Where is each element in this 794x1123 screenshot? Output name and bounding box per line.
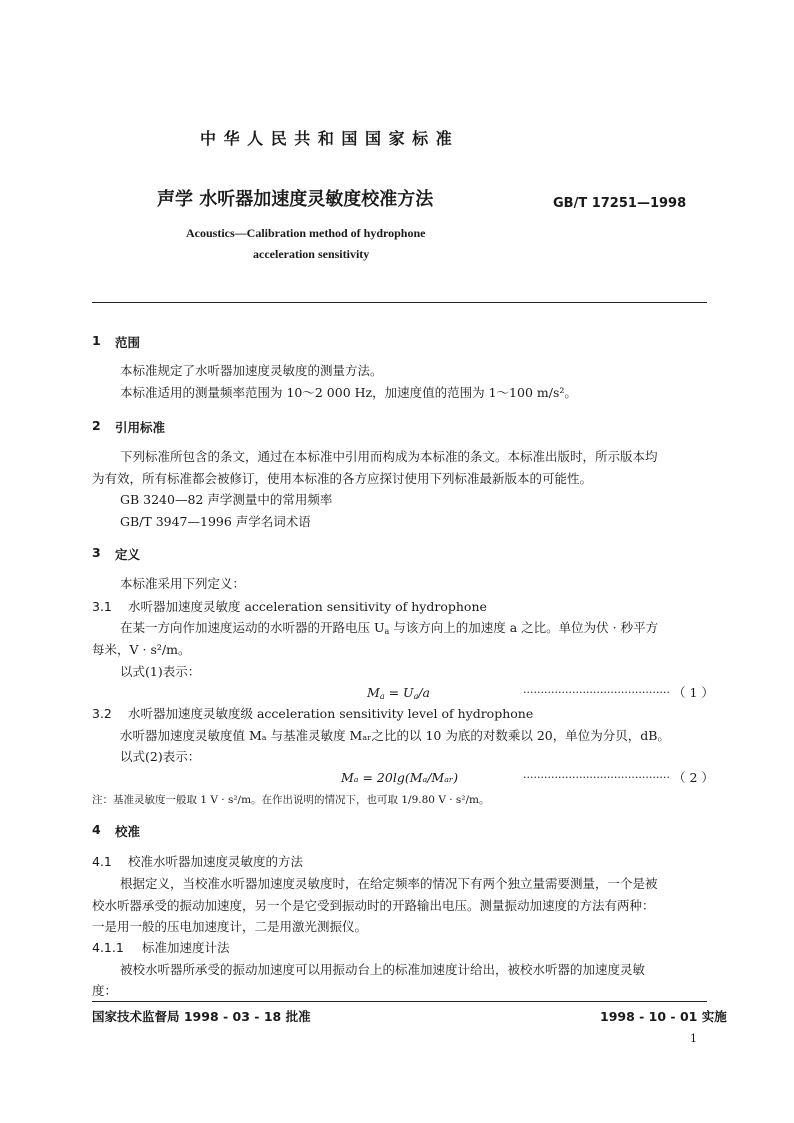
equation-2-intro: 以式(2)表示：	[120, 749, 201, 764]
section-1-paragraph-2: 本标准适用的测量频率范围为 10～2 000 Hz，加速度值的范围为 1～100 m/s²。	[120, 385, 577, 400]
subsection-4-1-title: 校准水听器加速度灵敏度的方法	[128, 854, 304, 869]
footer-divider	[92, 1001, 707, 1002]
equation-1-intro: 以式(1)表示：	[120, 664, 201, 679]
equation-1-lhs-sub: a	[379, 692, 385, 701]
section-2-number: 2	[92, 418, 101, 433]
subsection-4-1-1-text-line-2: 度：	[92, 983, 118, 998]
equation-1-leader: ··········································	[523, 686, 670, 699]
section-4-title: 校准	[115, 824, 141, 839]
definition-3-2-title: 水听器加速度灵敏度级 acceleration sensitivity level of hydrophone	[128, 706, 534, 721]
approval-date: 国家技术监督局 1998 - 03 - 18 批准	[92, 1009, 311, 1024]
equation-1-number: （ 1 ）	[673, 685, 714, 700]
document-title-zh: 声学 水听器加速度灵敏度校准方法	[157, 189, 434, 210]
section-1-number: 1	[92, 333, 101, 348]
subsection-4-1-number: 4.1	[92, 854, 112, 869]
document-title-en-line2: acceleration sensitivity	[253, 247, 370, 261]
standard-number: GB/T 17251—1998	[553, 196, 687, 211]
section-3-title: 定义	[115, 547, 141, 562]
national-standard-heading: 中 华 人 民 共 和 国 国 家 标 准	[200, 129, 453, 148]
equation-2-number: （ 2 ）	[673, 770, 714, 785]
equation-1-tail: /a	[418, 685, 431, 700]
equation-1-rhs-sub: a	[413, 692, 419, 701]
section-4-number: 4	[92, 822, 101, 837]
subsection-4-1-1-number: 4.1.1	[92, 940, 124, 955]
effective-date: 1998 - 10 - 01 实施	[600, 1009, 727, 1024]
subsection-4-1-1-title: 标准加速度计法	[142, 940, 230, 955]
equation-1-lhs: M	[367, 685, 380, 700]
definition-3-2-number: 3.2	[92, 706, 112, 721]
equation-2-leader: ··········································	[523, 771, 670, 784]
ua-subscript: a	[384, 627, 390, 636]
definition-3-1-number: 3.1	[92, 599, 112, 614]
equation-2: Mₐ = 20lg(Mₐ/Mₐᵣ)	[341, 770, 459, 785]
section-1-paragraph-1: 本标准规定了水听器加速度灵敏度的测量方法。	[120, 363, 383, 378]
section-2-paragraph-line-1: 下列标准所包含的条文，通过在本标准中引用而构成为本标准的条文。本标准出版时，所示版本均	[120, 449, 658, 464]
section-2-title: 引用标准	[115, 420, 166, 435]
subsection-4-1-1-text-line-1: 被校水听器所承受的振动加速度可以用振动台上的标准加速度计给出，被校水听器的加速度灵敏	[120, 962, 646, 977]
definition-3-2-text: 水听器加速度灵敏度值 Mₐ 与基准灵敏度 Mₐᵣ之比的以 10 为底的对数乘以 20，单位为分贝，dB。	[120, 728, 670, 743]
section-3-intro: 本标准采用下列定义：	[120, 576, 246, 591]
equation-1-rhs: = U	[384, 685, 414, 700]
definition-3-1-text-line-1	[120, 617, 658, 642]
subsection-4-1-text-line-1: 根据定义，当校准水听器加速度灵敏度时，在给定频率的情况下有两个独立量需要测量，一个是被	[120, 876, 658, 891]
document-title-en-line1: Acoustics—Calibration method of hydrophone	[186, 226, 426, 240]
definition-3-1-text-a: 在某一方向作加速度运动的水听器的开路电压 U	[120, 620, 385, 635]
section-3-number: 3	[92, 545, 101, 560]
reference-gbt3947: GB/T 3947—1996 声学名词术语	[120, 514, 311, 529]
subsection-4-1-text-line-3: 一是用一般的压电加速度计，二是用激光测振仪。	[92, 919, 368, 934]
subsection-4-1-text-line-2: 校水听器承受的振动加速度，另一个是它受到振动时的开路输出电压。测量振动加速度的方法有两种：	[92, 898, 655, 913]
definition-3-1-text-b: 与该方向上的加速度 a 之比。单位为伏 · 秒平方	[389, 620, 659, 635]
page-number: 1	[690, 1032, 697, 1045]
definition-3-1-text-line-2: 每米，V · s²/m。	[92, 642, 191, 657]
header-divider	[92, 302, 707, 303]
definition-3-1-title: 水听器加速度灵敏度 acceleration sensitivity of hydrophone	[128, 599, 487, 614]
reference-gb3240: GB 3240—82 声学测量中的常用频率	[120, 492, 333, 507]
section-3-note: 注：基准灵敏度一般取 1 V · s²/m。在作出说明的情况下，也可取 1/9.80 V · s²/m。	[92, 794, 490, 806]
section-1-title: 范围	[115, 335, 141, 350]
section-2-paragraph-line-2: 为有效，所有标准都会被修订，使用本标准的各方应探讨使用下列标准最新版本的可能性。	[92, 471, 593, 486]
